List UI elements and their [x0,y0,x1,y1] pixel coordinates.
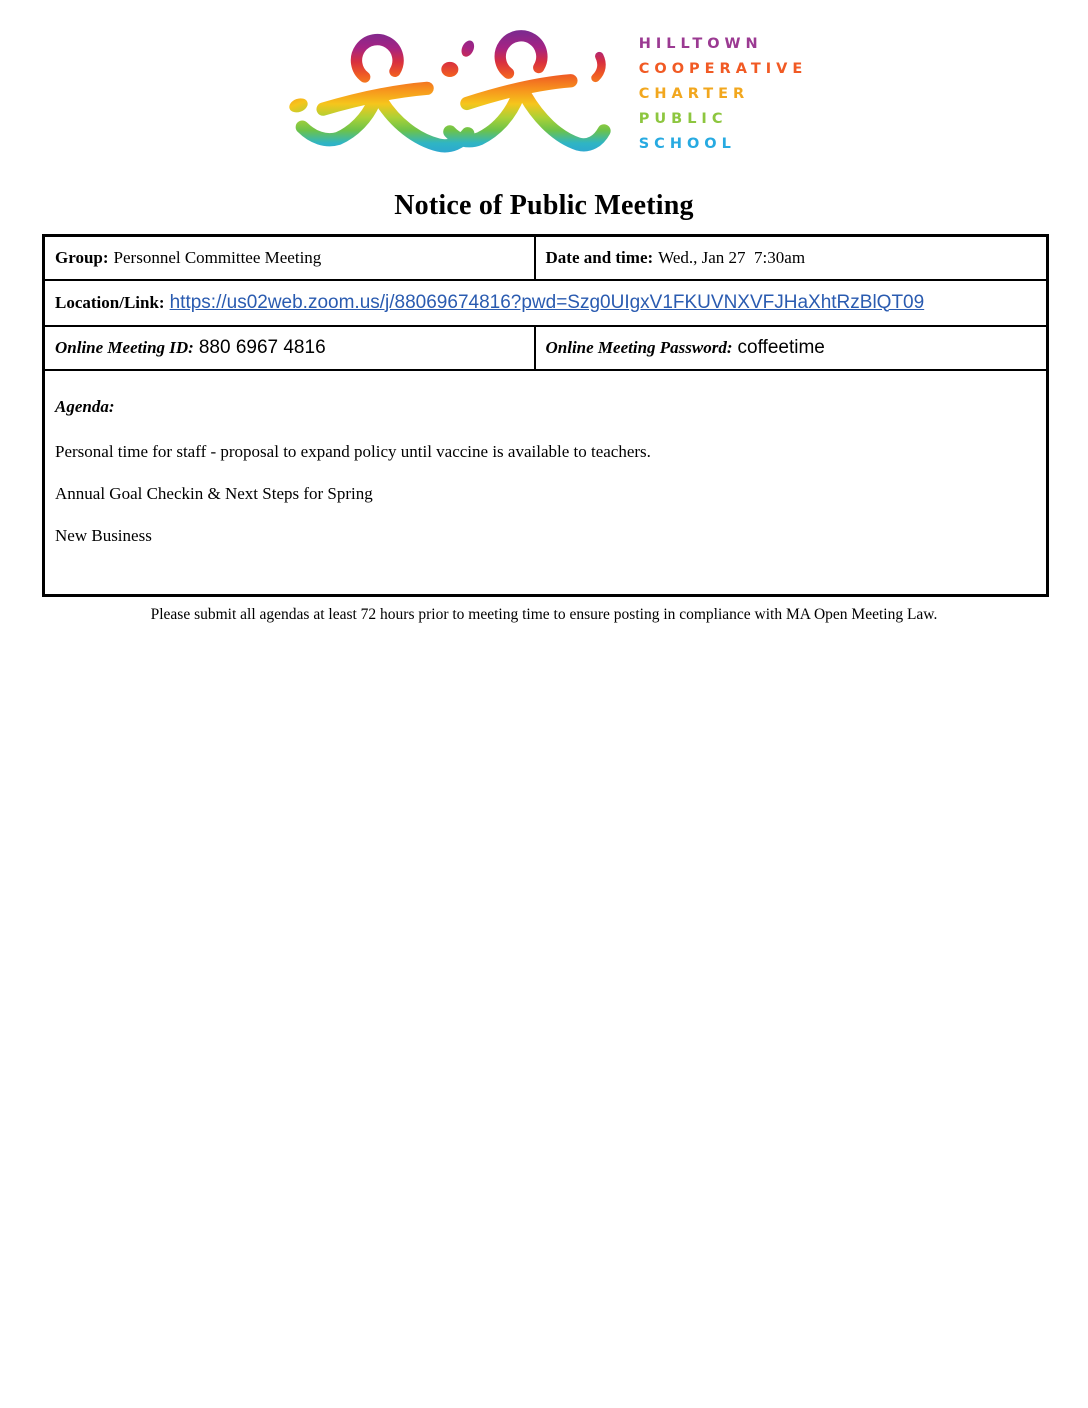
table-row-location [44,280,1048,326]
table-row-agenda [44,370,1048,596]
datetime-label: Date and time: [545,247,654,267]
page-title: Notice of Public Meeting [394,190,694,221]
school-name-line: COOPERATIVE [638,61,808,77]
password-value: coffeetime [737,336,825,358]
zoom-meeting-link[interactable]: https://us02web.zoom.us/j/88069674816?pwd=Szg0UIgxV1FKUVNXVFJHaXhtRzBlQT09 [169,291,925,313]
group-value: Personnel Committee Meeting [113,247,322,267]
dancing-figures-icon [281,24,613,164]
school-name-line: PUBLIC [638,111,728,127]
agenda-item: Annual Goal Checkin & Next Steps for Spring [55,484,373,504]
school-name-line: HILLTOWN [638,36,763,52]
meeting-id-value: 880 6967 4816 [198,336,326,358]
agenda-item: Personal time for staff - proposal to expand policy until vaccine is available to teachers. [55,442,651,462]
meeting-id-label: Online Meeting ID: [55,337,194,357]
agenda-item: New Business [55,526,152,546]
location-label: Location/Link: [55,292,165,312]
group-label: Group: [55,247,109,267]
password-cell [535,326,1048,370]
school-name-line: CHARTER [638,86,750,102]
meeting-details-table [42,234,1049,597]
school-name [639,33,808,155]
datetime-cell [535,236,1048,280]
meeting-id-cell [44,326,535,370]
table-row-id-password [44,326,1048,370]
password-label: Online Meeting Password: [545,337,733,357]
school-name-line: SCHOOL [638,136,736,152]
group-cell [44,236,535,280]
location-cell [44,280,1048,326]
agenda-cell [44,370,1048,596]
agenda-label: Agenda: [55,397,115,417]
datetime-value: Wed., Jan 27 7:30am [658,247,806,267]
school-logo [0,0,1088,152]
submission-policy-note: Please submit all agendas at least 72 hours prior to meeting time to ensure posting in compliance with MA Open Meeting Law. [150,606,938,623]
table-row-group-datetime [44,236,1048,280]
